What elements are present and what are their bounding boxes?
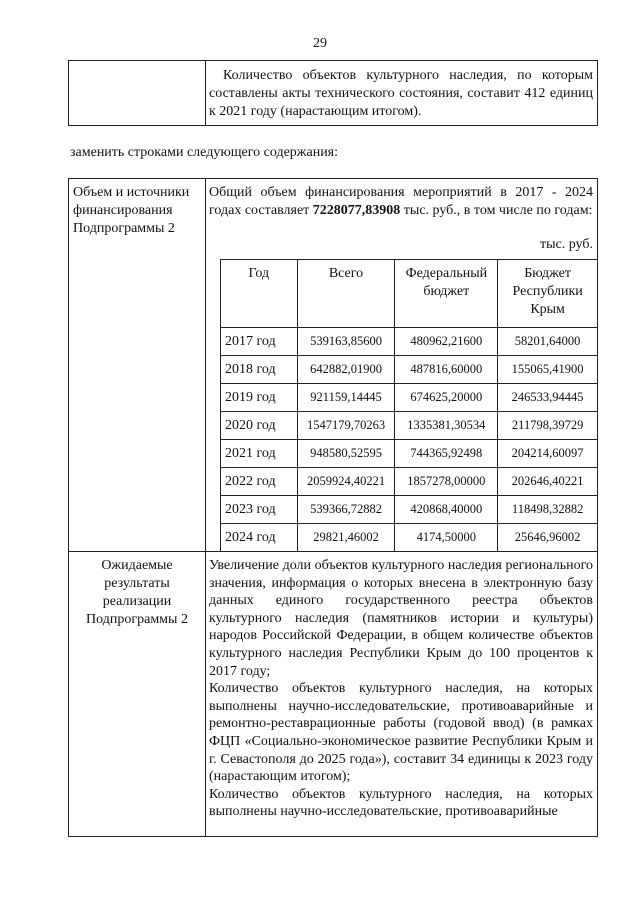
- table-row: [221, 356, 598, 384]
- column-divider: [205, 179, 206, 836]
- table-cell-year: 2020 год: [221, 412, 298, 440]
- replace-instruction: заменить строками следующего содержания:: [70, 145, 339, 160]
- table-cell-value: 539163,85600: [297, 328, 395, 356]
- expected-paragraph: Количество объектов культурного наследия, на которых выполнены научно-исследовательские, противоаварийные: [209, 786, 593, 820]
- table-cell-value: 1335381,30534: [395, 412, 498, 440]
- table-cell-year: 2018 год: [221, 356, 298, 384]
- table-cell-value: 202646,40221: [498, 468, 598, 496]
- table-cell-value: 674625,20000: [395, 384, 498, 412]
- expected-paragraph: Количество объектов культурного наследия, на которых выполнены научно-исследовательские, противоаварийные и ремонтно-реставрационные работы (годовой ввод) (в рамках ФЦП «Социально-экономическое развитие Республики Крым и г. Севастополя до 2025 года»), составит 34 единицы к 2023 году (нарастающим итогом);: [209, 681, 593, 785]
- column-divider: [205, 61, 206, 125]
- top-cell-text: Количество объектов культурного наследия, по которым составлены акты технического состояния, составит 412 единиц к 2021 году (нарастающим итогом).: [209, 68, 593, 119]
- header-federal: Федеральный бюджет: [395, 260, 498, 328]
- units-label: тыс. руб.: [540, 237, 593, 252]
- table-cell-value: 155065,41900: [498, 356, 598, 384]
- table-cell-year: 2019 год: [221, 384, 298, 412]
- table-cell-value: 204214,60097: [498, 440, 598, 468]
- table-row: [221, 496, 598, 524]
- financing-text-after: тыс. руб., в том числе по годам:: [400, 203, 593, 218]
- financing-table-body: [221, 328, 598, 552]
- table-cell-year: 2023 год: [221, 496, 298, 524]
- table-cell-value: 420868,40000: [395, 496, 498, 524]
- expected-paragraph: Увеличение доли объектов культурного наследия регионального значения, информация о которых внесена в электронную базу данных единого государственного реестра объектов культурного наследия (памятников истории и культуры) народов Российской Федерации, в общем количестве объектов культурного наследия Республики Крым до 100 процентов к 2017 году;: [209, 558, 593, 679]
- table-cell-year: 2021 год: [221, 440, 298, 468]
- table-row: [221, 468, 598, 496]
- passport-table: [68, 178, 598, 837]
- table-cell-value: 118498,32882: [498, 496, 598, 524]
- financing-text: [209, 184, 593, 220]
- table-cell-value: 744365,92498: [395, 440, 498, 468]
- table-cell-value: 246533,94445: [498, 384, 598, 412]
- table-cell-value: 25646,96002: [498, 524, 598, 552]
- table-cell-value: 1857278,00000: [395, 468, 498, 496]
- table-cell-value: 948580,52595: [297, 440, 395, 468]
- expected-label: Ожидаемые результаты реализации Подпрограммы 2: [86, 558, 188, 627]
- page-number: 29: [313, 36, 327, 51]
- table-cell-value: 211798,39729: [498, 412, 598, 440]
- table-cell-value: 58201,64000: [498, 328, 598, 356]
- financing-table: [220, 259, 598, 552]
- table-cell-value: 4174,50000: [395, 524, 498, 552]
- previous-table-fragment: [68, 60, 598, 126]
- expected-text: [209, 557, 593, 821]
- table-row: [221, 524, 598, 552]
- table-row: [221, 328, 598, 356]
- table-cell-value: 2059924,40221: [297, 468, 395, 496]
- table-cell-value: 642882,01900: [297, 356, 395, 384]
- header-year: Год: [221, 260, 298, 328]
- financing-total: 7228077,83908: [312, 203, 401, 218]
- table-row: [221, 384, 598, 412]
- table-row: [221, 412, 598, 440]
- table-cell-value: 1547179,70263: [297, 412, 395, 440]
- financing-label: Объем и источники финансирования Подпрограммы 2: [73, 185, 190, 236]
- table-cell-value: 480962,21600: [395, 328, 498, 356]
- header-total: Всего: [297, 260, 395, 328]
- table-cell-year: 2022 год: [221, 468, 298, 496]
- table-cell-year: 2024 год: [221, 524, 298, 552]
- table-cell-value: 921159,14445: [297, 384, 395, 412]
- table-cell-year: 2017 год: [221, 328, 298, 356]
- table-row: [221, 440, 598, 468]
- header-crimea: Бюджет Республики Крым: [498, 260, 598, 328]
- table-cell-value: 29821,46002: [297, 524, 395, 552]
- table-cell-value: 539366,72882: [297, 496, 395, 524]
- financing-text-before: Общий объем финансирования мероприятий в 2017 - 2024 годах составляет: [209, 185, 593, 218]
- table-cell-value: 487816,60000: [395, 356, 498, 384]
